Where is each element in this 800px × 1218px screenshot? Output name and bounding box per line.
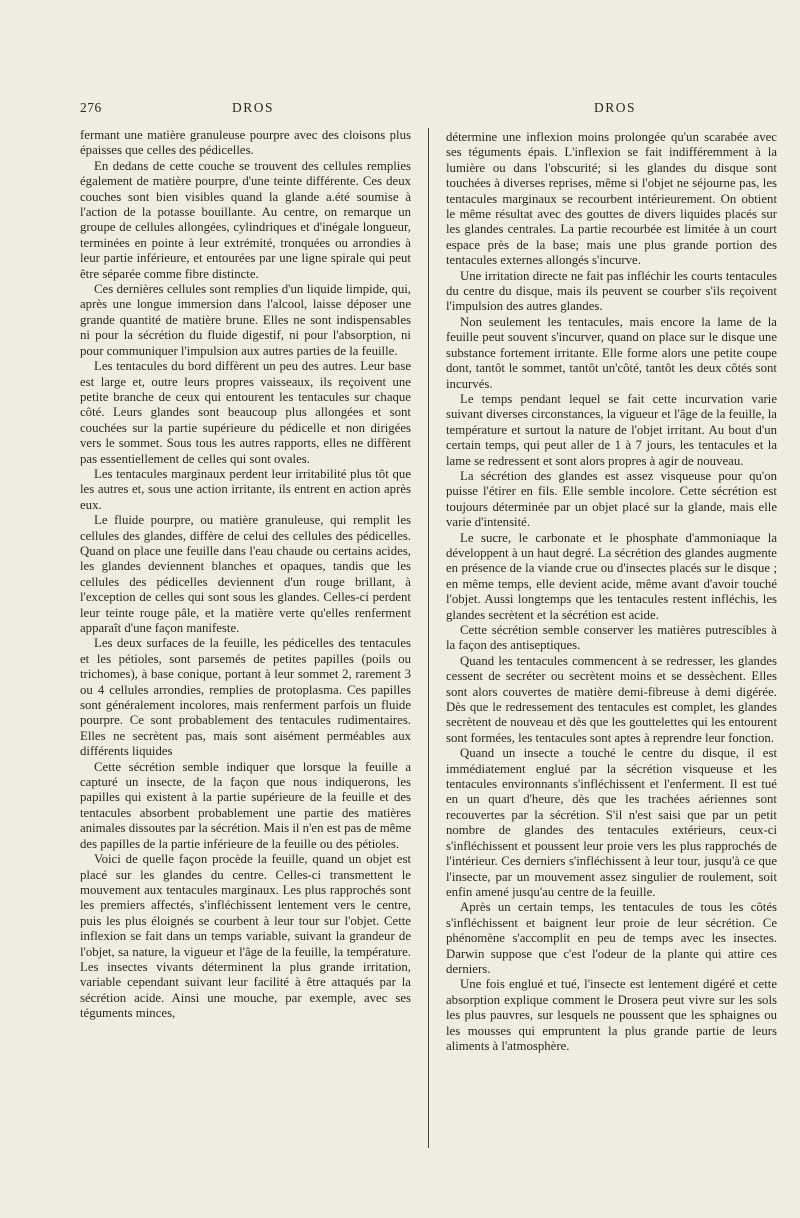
paragraph: Quand un insecte a touché le centre du disque, il est immédiatement englué par la sécrétion visqueuse et les tentacules environnants s'infléchissent et l'enferment. Il est tué en un quart d'heure, dès que les trachées aériennes sont recouvertes par la sécrétion. S'il n'est saisi que par un petit nombre de glandes des tentacules extérieurs, ceux-ci s'infléchissent et poussent leur proie vers les plus rapprochés de l'intérieur. Ces derniers s'infléchissent à leur tour, jusqu'à ce que l'insecte, par un mouvement assez singulier de roulement, soit enfin amené jusqu'au centre de la feuille. <box>446 746 777 899</box>
paragraph: Ces dernières cellules sont remplies d'un liquide limpide, qui, après une longue immersion dans l'alcool, laisse déposer une grande quantité de matière brune. Elles ne sont indispensables ni pour la sécrétion du fluide digestif, ni pour l'absorption, ni pour communiquer l'impulsion aux autres parties de la feuille. <box>80 282 411 358</box>
paragraph: Le sucre, le carbonate et le phosphate d'ammoniaque la développent à un haut degré. La sécrétion des glandes augmente en présence de la viande crue ou d'insectes placés sur le disque ; en même temps, elle devient acide, même avant d'avoir touché l'objet. Aussi longtemps que les tentacules restent infléchis, les glandes secrètent et la sécrétion est acide. <box>446 530 777 622</box>
running-title-left: DROS <box>232 100 275 115</box>
paragraph: Les tentacules marginaux perdent leur irritabilité plus tôt que les autres et, sous une action irritante, ils entrent en action après eux. <box>80 466 411 512</box>
paragraph: Cette sécrétion semble conserver les matières putrescibles à la façon des antiseptiques. <box>446 623 777 653</box>
paragraph: fermant une matière granuleuse pourpre avec des cloisons plus épaisses que celles des pédicelles. <box>80 128 411 158</box>
right-column <box>446 130 777 1054</box>
paragraph: Les tentacules du bord diffèrent un peu des autres. Leur base est large et, outre leurs propres vaisseaux, ils reçoivent une petite branche de ceux qui entourent les tentacules sur chaque côté. Leurs glandes sont beaucoup plus allongées et sont couchées sur la partie supérieure du pédicelle et non dirigées vers le sommet. Sous tous les autres rapports, elles ne diffèrent pas essentiellement de celles qui sont ovales. <box>80 359 411 466</box>
paragraph: Cette sécrétion semble indiquer que lorsque la feuille a capturé un insecte, de la façon que nous indiquerons, les papilles qui existent à la partie supérieure de la feuille et des tentacules absorbent probablement une partie des matières animales dissoutes par la sécrétion. Mais il n'en est pas de même des papilles de la partie inférieure de la feuille ou des pétioles. <box>80 759 411 851</box>
paragraph: La sécrétion des glandes est assez visqueuse pour qu'on puisse l'étirer en fils. Elle semble incolore. Cette sécrétion est toujours déterminée par un objet placé sur la glande, mais elle varie d'intensité. <box>446 468 777 530</box>
paragraph: Les deux surfaces de la feuille, les pédicelles des tentacules et les pétioles, sont parsemés de petites papilles (poils ou trichomes), à base conique, portant à leur sommet 2, rarement 3 ou 4 cellules arrondies, remplies de protoplasma. Ces papilles sont généralement incolores, mais renferment parfois un fluide pourpre. Ce sont probablement des tentacules rudimentaires. Elles ne secrètent pas, mais sont aisément perméables aux différents liquides <box>80 636 411 759</box>
paragraph: Voici de quelle façon procède la feuille, quand un objet est placé sur les glandes du centre. Celles-ci transmettent le mouvement aux tentacules marginaux. Les plus rapprochés sont les premiers affectés, s'infléchissent lentement vers le centre, puis les plus éloignés se courbent à leur tour sur l'objet. Cette inflexion se fait dans un temps variable, suivant la grandeur de l'objet, sa nature, la vigueur et l'âge de la feuille, la température. Les insectes vivants déterminent la plus grande irritation, variable cependant suivant leur facilité à être attaqués par la sécrétion acide. Ainsi une mouche, par exemple, avec ses téguments minces, <box>80 852 411 1021</box>
column-divider <box>428 128 429 1148</box>
paragraph: Non seulement les tentacules, mais encore la lame de la feuille peut souvent s'incurver, quand on place sur le disque une substance fortement irritante. Elle forme alors une petite coupe dont, tantôt le sommet, tantôt un'côté, tantôt les deux côtés sont incurvés. <box>446 314 777 391</box>
page-number: 276 <box>80 100 102 115</box>
paragraph: Une fois englué et tué, l'insecte est lentement digéré et cette absorption explique comment le Drosera peut vivre sur les sols les plus pauvres, sur lesquels ne poussent que les sphaignes ou les mousses qui empruntent la plus grande partie de leurs aliments à l'atmosphère. <box>446 977 777 1053</box>
paragraph: Une irritation directe ne fait pas infléchir les courts tentacules du centre du disque, mais ils peuvent se courber s'ils reçoivent l'impulsion des autres glandes. <box>446 268 777 314</box>
paragraph: En dedans de cette couche se trouvent des cellules remplies également de matière pourpre, d'une teinte différente. Ces deux couches sont bien visibles quand la glande a.été soumise à l'action de la potasse bouillante. Au centre, on remarque un groupe de cellules allongées, cylindriques et d'inégale longueur, terminées en pointe à leur extrémité, tronquées ou arrondies à leur partie inférieure, et entourées par une ligne spirale qui peut être séparée comme fibre distincte. <box>80 158 411 281</box>
paragraph: Quand les tentacules commencent à se redresser, les glandes cessent de secréter ou secrètent moins et se dessèchent. Elles sont alors couvertes de matière demi-fibreuse à demi digérée. Dès que le redressement des tentacules est complet, les glandes secrètent de nouveau et dès que les gouttelettes qui les entourent sont formées, les tentacules sont aptes à reprendre leur fonction. <box>446 653 777 745</box>
paragraph: Le temps pendant lequel se fait cette incurvation varie suivant diverses circonstances, la vigueur et l'âge de la feuille, la température et surtout la nature de l'objet irritant. Au bout d'un certain temps, qui peut aller de 1 à 7 jours, les tentacules et la lame se redressent et sont alors propres à agir de nouveau. <box>446 391 777 468</box>
paragraph: Le fluide pourpre, ou matière granuleuse, qui remplit les cellules des glandes, diffère de celui des cellules des pédicelles. Quand on place une feuille dans l'eau chaude ou certains acides, les glandes deviennent blanches et opaques, tandis que les cellules des pédicelles deviennent d'un rouge brillant, à l'exception de celles qui sont sous les glandes. Celles-ci perdent leur teinte rouge pâle, et la matière verte qu'elles renferment apparaît d'une façon manifeste. <box>80 513 411 635</box>
left-column <box>80 128 411 1022</box>
paragraph: détermine une inflexion moins prolongée qu'un scarabée avec ses téguments épais. L'inflexion se fait indifféremment à la lumière ou dans l'obscurité; si les glandes du disque sont touchées à diverses reprises, même si l'objet ne séjourne pas, les tentacules marginaux se recourbent intérieurement. On obtient le même résultat avec des gouttes de divers liquides placés sur les glandes centrales. La partie recourbée est limitée à un court espace près de la base; mais une plus grande portion des tentacules externes allongés s'incurve. <box>446 130 777 268</box>
paragraph: Après un certain temps, les tentacules de tous les côtés s'infléchissent et baignent leur proie de leur sécrétion. Ce phénomène s'accomplit en peu de temps avec les insectes. Darwin suppose que c'est l'odeur de la plante qui attire ces derniers. <box>446 900 777 976</box>
running-title-right: DROS <box>594 100 637 115</box>
